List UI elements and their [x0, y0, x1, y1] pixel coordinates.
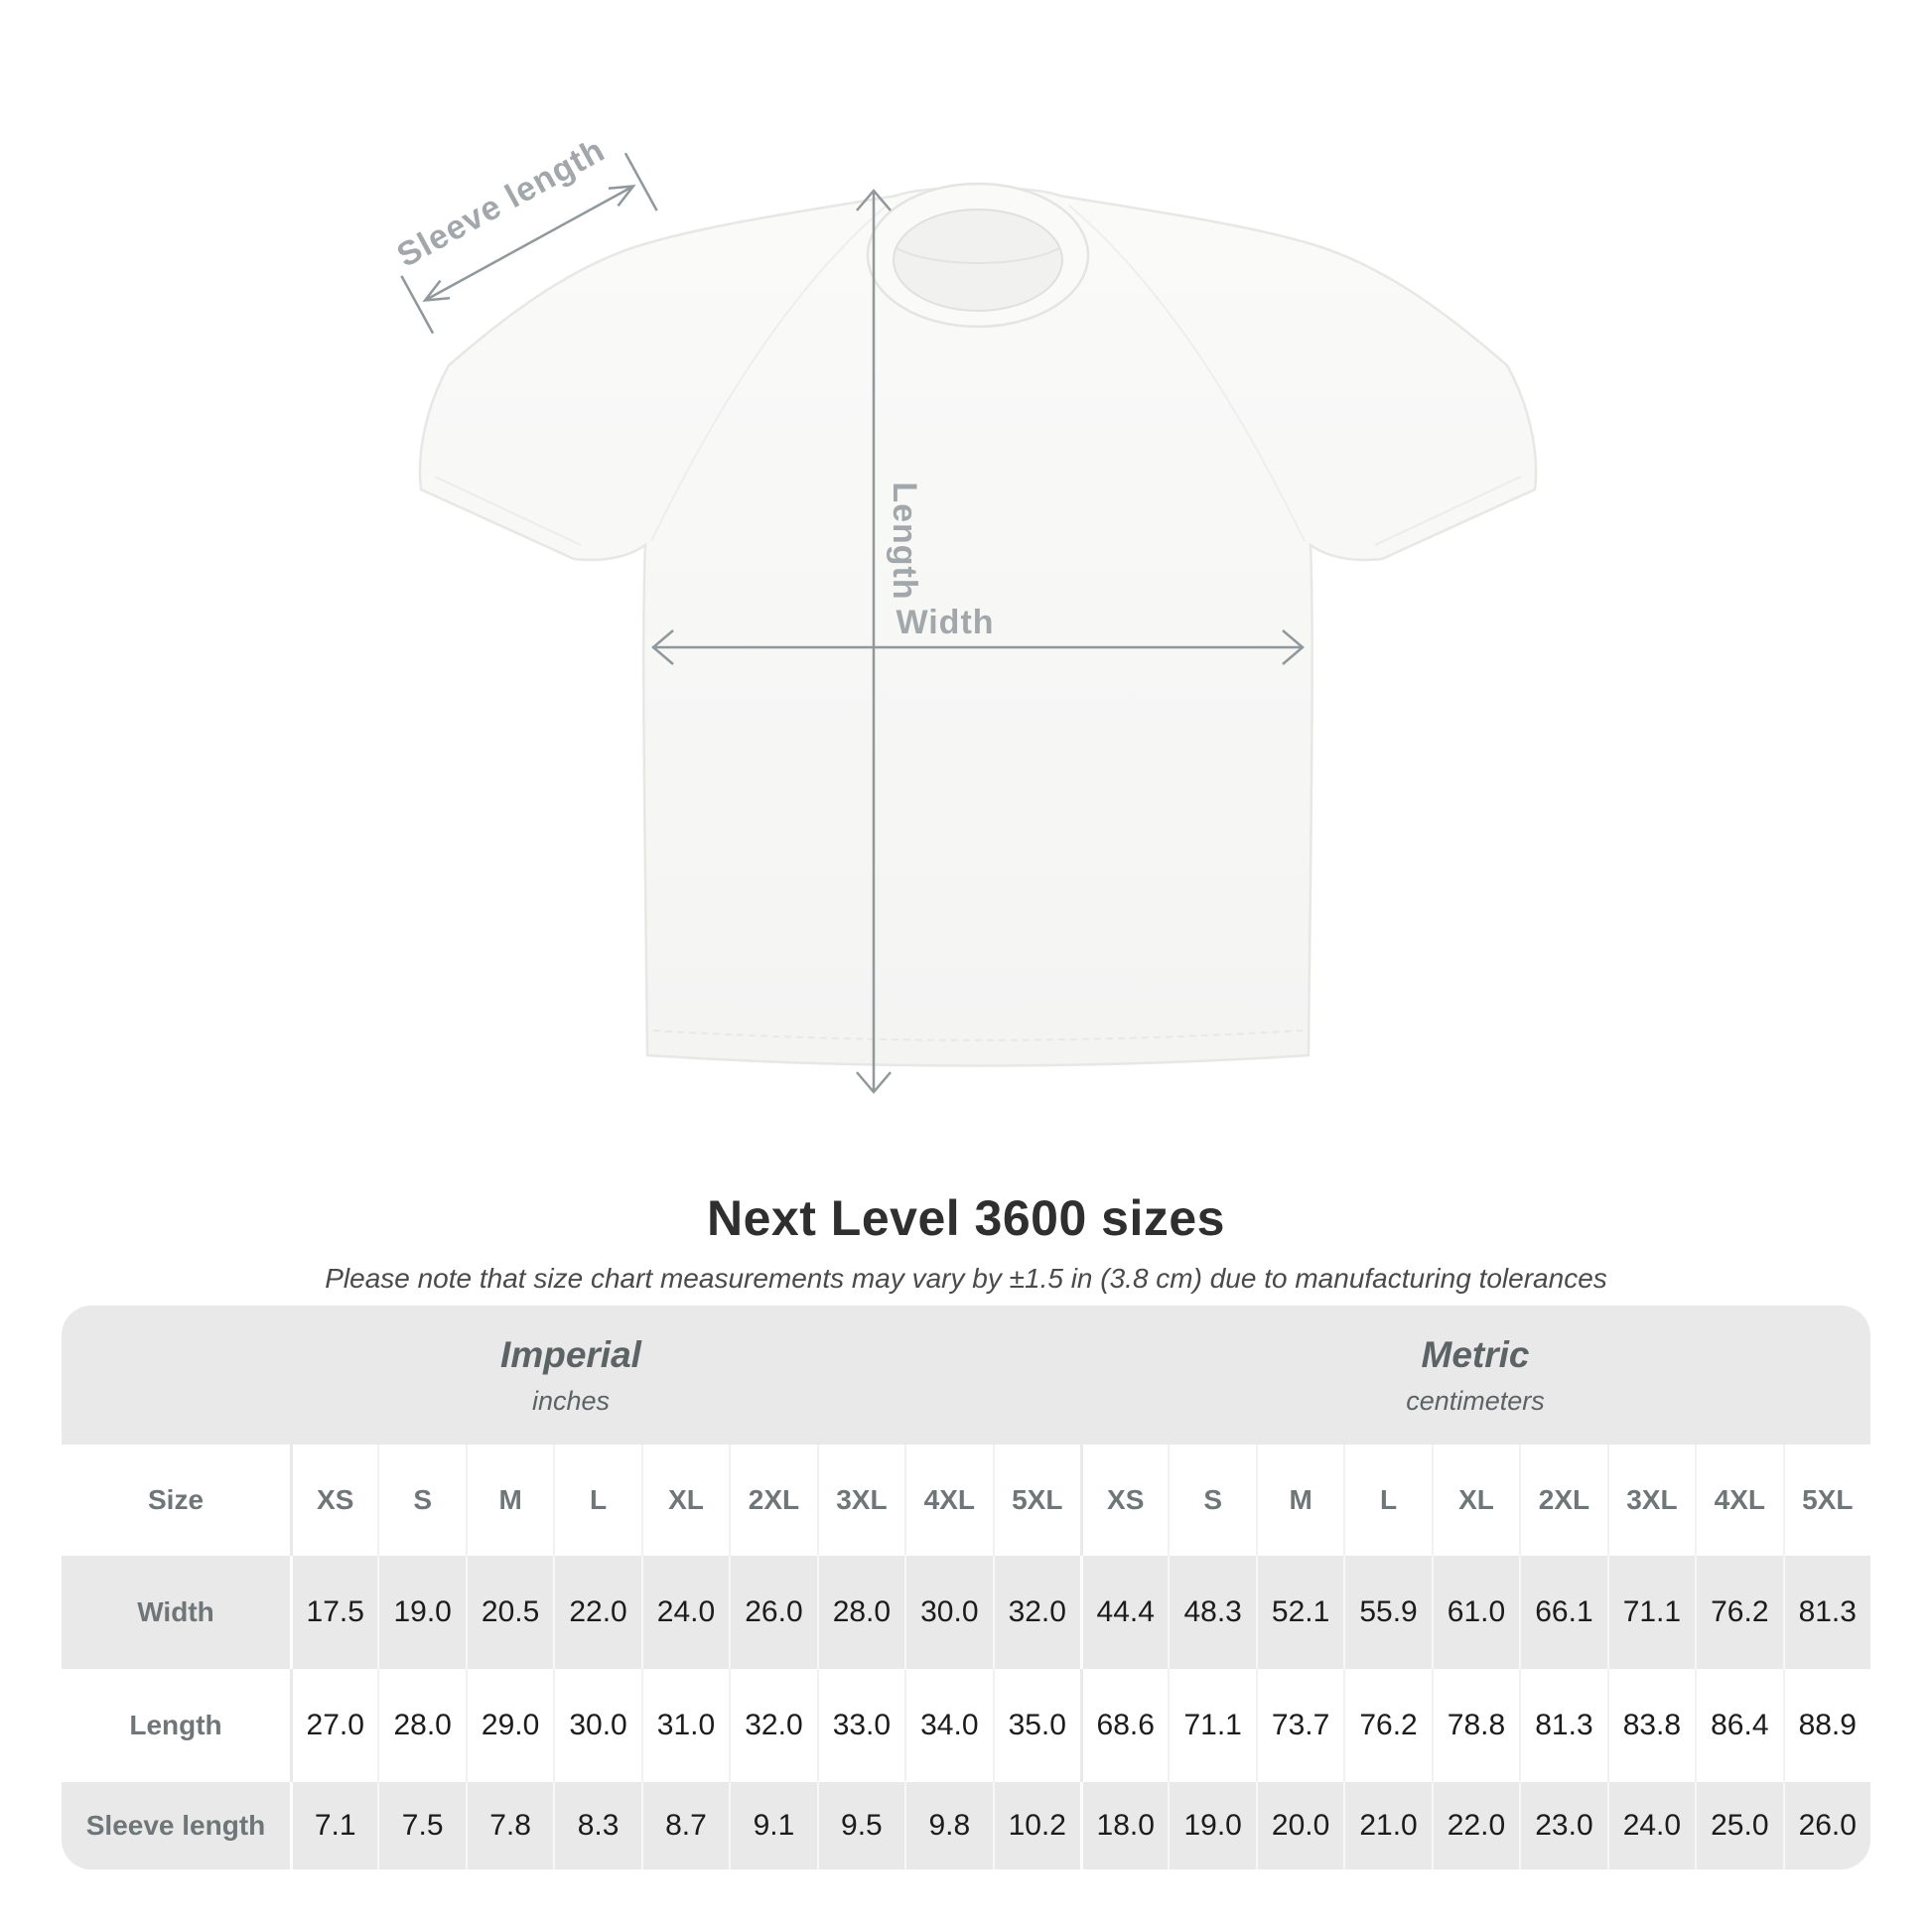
width-value-cell: 28.0: [817, 1556, 904, 1669]
length-value-cell: 34.0: [904, 1669, 992, 1782]
length-label: Length: [886, 482, 924, 601]
sleeve-value-cell: 21.0: [1343, 1782, 1431, 1869]
width-row-label: Width: [137, 1596, 214, 1627]
sleeve-value-cell: 7.8: [466, 1782, 553, 1869]
unit-system-header: [62, 1306, 1870, 1445]
width-value-cell: 55.9: [1343, 1556, 1431, 1669]
sleeve-row-label: Sleeve length: [85, 1810, 266, 1841]
width-value-cell: 22.0: [553, 1556, 640, 1669]
length-value-cell: 32.0: [729, 1669, 816, 1782]
sleeve-value-cell: 9.1: [729, 1782, 816, 1869]
size-header-row: [62, 1445, 1870, 1556]
length-value-cell: 71.1: [1168, 1669, 1255, 1782]
length-row-label: Length: [129, 1710, 222, 1740]
imperial-header: [62, 1306, 1080, 1445]
length-value-cell: 33.0: [817, 1669, 904, 1782]
length-value-cell: 30.0: [553, 1669, 640, 1782]
width-value-cell: 66.1: [1519, 1556, 1606, 1669]
sleeve-value-cell: 8.7: [641, 1782, 729, 1869]
sleeve-value-cell: 24.0: [1607, 1782, 1695, 1869]
width-value-cell: 71.1: [1607, 1556, 1695, 1669]
width-value-cell: 81.3: [1783, 1556, 1870, 1669]
size-header-cell: S: [377, 1445, 465, 1556]
size-header-cell: XS: [1080, 1445, 1168, 1556]
metric-unit: centimeters: [1406, 1385, 1545, 1416]
length-value-cell: 76.2: [1343, 1669, 1431, 1782]
size-header-cell: 3XL: [1607, 1445, 1695, 1556]
sleeve-value-cell: 20.0: [1256, 1782, 1343, 1869]
width-value-cell: 52.1: [1256, 1556, 1343, 1669]
length-value-cell: 31.0: [641, 1669, 729, 1782]
sleeve-length-label: Sleeve length: [390, 130, 612, 275]
width-value-cell: 17.5: [290, 1556, 377, 1669]
size-header-cell: XL: [641, 1445, 729, 1556]
size-header-cell: XL: [1432, 1445, 1519, 1556]
size-header-cell: L: [1343, 1445, 1431, 1556]
width-value-cell: 61.0: [1432, 1556, 1519, 1669]
size-header-cell: XS: [290, 1445, 377, 1556]
width-label: Width: [896, 604, 995, 641]
size-header-cell: M: [1256, 1445, 1343, 1556]
length-value-cell: 35.0: [993, 1669, 1080, 1782]
sleeve-value-cell: 9.5: [817, 1782, 904, 1869]
tolerance-note: Please note that size chart measurements may vary by ±1.5 in (3.8 cm) due to manufacturing tolerances: [325, 1263, 1607, 1294]
sleeve-value-cell: 9.8: [904, 1782, 992, 1869]
size-table-panel: [62, 1306, 1870, 1869]
length-value-cell: 68.6: [1080, 1669, 1168, 1782]
sleeve-value-cell: 7.5: [377, 1782, 465, 1869]
width-value-cell: 30.0: [904, 1556, 992, 1669]
width-value-cell: 26.0: [729, 1556, 816, 1669]
size-header-cell: 3XL: [817, 1445, 904, 1556]
sleeve-value-cell: 7.1: [290, 1782, 377, 1869]
width-value-cell: 48.3: [1168, 1556, 1255, 1669]
width-value-cell: 24.0: [641, 1556, 729, 1669]
imperial-unit: inches: [531, 1385, 611, 1416]
width-value-cell: 44.4: [1080, 1556, 1168, 1669]
length-value-cell: 81.3: [1519, 1669, 1606, 1782]
size-header-cell: 4XL: [904, 1445, 992, 1556]
size-header-cell: 5XL: [993, 1445, 1080, 1556]
sleeve-value-cell: 8.3: [553, 1782, 640, 1869]
length-value-cell: 88.9: [1783, 1669, 1870, 1782]
size-header-cell: 4XL: [1695, 1445, 1782, 1556]
metric-title: Metric: [1421, 1333, 1530, 1375]
size-header-cell: 2XL: [729, 1445, 816, 1556]
width-row: [62, 1556, 1870, 1669]
width-value-cell: 19.0: [377, 1556, 465, 1669]
imperial-title: Imperial: [500, 1333, 641, 1375]
sleeve-value-cell: 18.0: [1080, 1782, 1168, 1869]
width-value-cell: 76.2: [1695, 1556, 1782, 1669]
sleeve-value-cell: 26.0: [1783, 1782, 1870, 1869]
collar: [868, 184, 1088, 327]
size-header-cell: S: [1168, 1445, 1255, 1556]
length-value-cell: 83.8: [1607, 1669, 1695, 1782]
width-value-cell: 20.5: [466, 1556, 553, 1669]
sleeve-length-row: [62, 1782, 1870, 1869]
length-row: [62, 1669, 1870, 1782]
length-value-cell: 29.0: [466, 1669, 553, 1782]
size-header-cell: 2XL: [1519, 1445, 1606, 1556]
sleeve-value-cell: 23.0: [1519, 1782, 1606, 1869]
size-header-cell: M: [466, 1445, 553, 1556]
sleeve-value-cell: 25.0: [1695, 1782, 1782, 1869]
size-header-cell: L: [553, 1445, 640, 1556]
width-value-cell: 32.0: [993, 1556, 1080, 1669]
length-value-cell: 78.8: [1432, 1669, 1519, 1782]
page-title: Next Level 3600 sizes: [707, 1190, 1225, 1246]
length-value-cell: 27.0: [290, 1669, 377, 1782]
length-value-cell: 73.7: [1256, 1669, 1343, 1782]
sleeve-value-cell: 10.2: [993, 1782, 1080, 1869]
length-value-cell: 28.0: [377, 1669, 465, 1782]
size-header-cell: 5XL: [1783, 1445, 1870, 1556]
chart-heading: [0, 1189, 1932, 1295]
metric-header: [1080, 1306, 1870, 1445]
sleeve-value-cell: 19.0: [1168, 1782, 1255, 1869]
sleeve-value-cell: 22.0: [1432, 1782, 1519, 1869]
length-value-cell: 86.4: [1695, 1669, 1782, 1782]
size-row-label: Size: [147, 1484, 205, 1515]
